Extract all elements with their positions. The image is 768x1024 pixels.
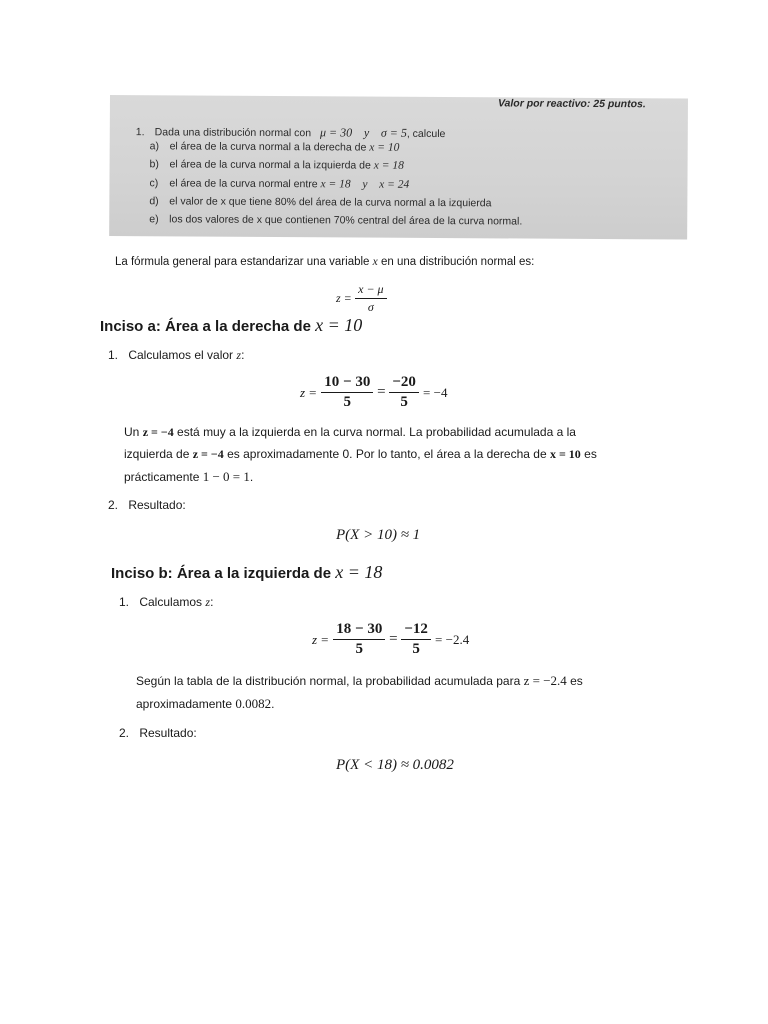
explain-text: es aproximadamente 0. Por lo tanto, el área a la derecha de bbox=[227, 447, 547, 461]
part-d bbox=[149, 195, 491, 209]
formula-denominator: σ bbox=[367, 300, 374, 314]
sigma-value: σ = 5 bbox=[380, 125, 407, 140]
eq-fraction-2 bbox=[401, 621, 431, 658]
eq-fraction-1 bbox=[321, 374, 373, 411]
section-a-equation: z = $\frac{10 - 30}{5}$ = $\frac{-20}{5}$ = −4 bbox=[300, 374, 448, 410]
section-a-result: P(X > 10) ≈ 1 bbox=[336, 527, 421, 543]
part-text: el valor de x que tiene 80% del área de la curva normal a la izquierda bbox=[169, 195, 492, 210]
intro-text-a: La fórmula general para estandarizar una variable bbox=[115, 256, 370, 268]
explain-text: es bbox=[584, 447, 597, 461]
step-colon: : bbox=[241, 348, 245, 362]
list-number: 2. bbox=[119, 726, 130, 740]
explain-math: x = 10 bbox=[549, 447, 581, 461]
problem-number: 1. bbox=[135, 126, 145, 139]
section-b-equation: z = $\frac{18 - 30}{5}$ = $\frac{-12}{5}$ = −2.4 bbox=[312, 621, 470, 657]
section-b-heading bbox=[111, 562, 382, 583]
formula-fraction bbox=[355, 282, 386, 315]
part-text: el área de la curva normal entre bbox=[169, 177, 318, 191]
explain-text: izquierda de bbox=[124, 447, 190, 461]
part-a bbox=[150, 140, 400, 154]
part-label: b) bbox=[149, 158, 159, 171]
score-label: Valor por reactivo: 25 puntos. bbox=[497, 97, 646, 111]
eq-rhs: = −2.4 bbox=[435, 631, 470, 647]
formula-numerator: x − μ bbox=[355, 282, 386, 299]
section-b-explain-line-1 bbox=[136, 673, 583, 689]
list-number: 1. bbox=[119, 595, 130, 609]
part-b bbox=[150, 158, 404, 172]
intro-variable: x bbox=[372, 256, 378, 268]
section-a-step2 bbox=[108, 498, 186, 512]
conjunction: y bbox=[363, 125, 370, 140]
mu-value: μ = 30 bbox=[320, 125, 353, 140]
part-math: x = 18 bbox=[320, 178, 351, 191]
eq-lhs: z = bbox=[312, 631, 330, 647]
step-math: z bbox=[236, 348, 242, 362]
list-number: 1. bbox=[108, 348, 119, 362]
part-e bbox=[149, 213, 522, 227]
eq-lhs: z = bbox=[300, 384, 318, 400]
step-text: Resultado: bbox=[128, 498, 186, 512]
eq-numerator-2: −20 bbox=[389, 374, 419, 393]
explain-text: . bbox=[249, 470, 254, 484]
step-math: z bbox=[205, 595, 211, 609]
part-label: a) bbox=[149, 140, 160, 153]
explain-text: Un bbox=[124, 425, 140, 439]
part-conjunction: y bbox=[362, 178, 368, 191]
eq-numerator-2: −12 bbox=[401, 621, 431, 640]
explain-text: Según la tabla de la distribución normal, la probabilidad acumulada para bbox=[136, 674, 521, 688]
section-a-heading bbox=[100, 315, 362, 336]
step-text: Calculamos el valor bbox=[128, 348, 234, 362]
explain-text: es bbox=[570, 674, 583, 688]
problem-statement bbox=[136, 124, 446, 141]
explain-text: prácticamente bbox=[124, 470, 200, 484]
section-b-step1 bbox=[119, 595, 213, 610]
section-a-step1 bbox=[108, 348, 244, 363]
section-a-explain-line-2 bbox=[124, 447, 597, 462]
part-label: c) bbox=[149, 177, 159, 190]
explain-math: z = −4 bbox=[192, 447, 224, 461]
explain-math: 0.0082 bbox=[235, 696, 272, 711]
explain-math: z = −2.4 bbox=[523, 673, 567, 688]
part-text: el área de la curva normal a la izquierda de bbox=[169, 158, 371, 172]
problem-photo bbox=[109, 95, 688, 240]
heading-math: x = 10 bbox=[315, 315, 363, 335]
heading-math: x = 18 bbox=[335, 562, 383, 582]
part-text: el área de la curva normal a la derecha de bbox=[169, 140, 367, 154]
statement-text: Dada una distribución normal con bbox=[154, 126, 312, 140]
section-b-step2 bbox=[119, 726, 197, 740]
explain-math: 1 − 0 = 1 bbox=[202, 469, 250, 484]
eq-denominator-2: 5 bbox=[412, 641, 420, 657]
part-math: x = 18 bbox=[373, 159, 404, 172]
part-label: e) bbox=[149, 213, 159, 226]
explain-math: z = −4 bbox=[142, 425, 174, 439]
section-a-explain-line-3 bbox=[124, 469, 253, 485]
heading-text: Inciso b: Área a la izquierda de bbox=[111, 565, 332, 582]
eq-numerator-1: 10 − 30 bbox=[321, 374, 373, 393]
explain-text: está muy a la izquierda en la curva normal. La probabilidad acumulada a la bbox=[177, 425, 576, 439]
step-text: Resultado: bbox=[139, 726, 197, 740]
eq-denominator-2: 5 bbox=[400, 394, 408, 410]
eq-denominator-1: 5 bbox=[343, 394, 352, 410]
eq-denominator-1: 5 bbox=[355, 641, 364, 657]
step-text: Calculamos bbox=[139, 595, 203, 609]
part-label: d) bbox=[149, 195, 159, 208]
section-b-result: P(X < 18) ≈ 0.0082 bbox=[336, 757, 454, 773]
heading-text: Inciso a: Área a la derecha de bbox=[100, 318, 311, 335]
list-number: 2. bbox=[108, 498, 119, 512]
formula-lhs: z = bbox=[336, 291, 352, 305]
eq-rhs: = −4 bbox=[423, 384, 448, 400]
part-text: los dos valores de x que contienen 70% central del área de la curva normal. bbox=[169, 213, 523, 228]
calc-text: , calcule bbox=[406, 127, 446, 141]
section-a-explain-line-1 bbox=[124, 425, 576, 440]
part-c bbox=[149, 177, 409, 191]
intro-text-b: en una distribución normal es: bbox=[380, 256, 535, 268]
eq-fraction-1 bbox=[333, 621, 385, 658]
part-math-2: x = 24 bbox=[379, 178, 410, 191]
standardization-formula bbox=[336, 282, 387, 315]
intro-text bbox=[115, 256, 534, 268]
step-colon: : bbox=[210, 595, 214, 609]
explain-text: aproximadamente bbox=[136, 697, 233, 711]
section-b-explain-line-2 bbox=[136, 696, 275, 712]
eq-fraction-2 bbox=[389, 374, 419, 411]
explain-text: . bbox=[271, 697, 275, 711]
part-math: x = 10 bbox=[369, 141, 400, 154]
eq-numerator-1: 18 − 30 bbox=[333, 621, 385, 640]
